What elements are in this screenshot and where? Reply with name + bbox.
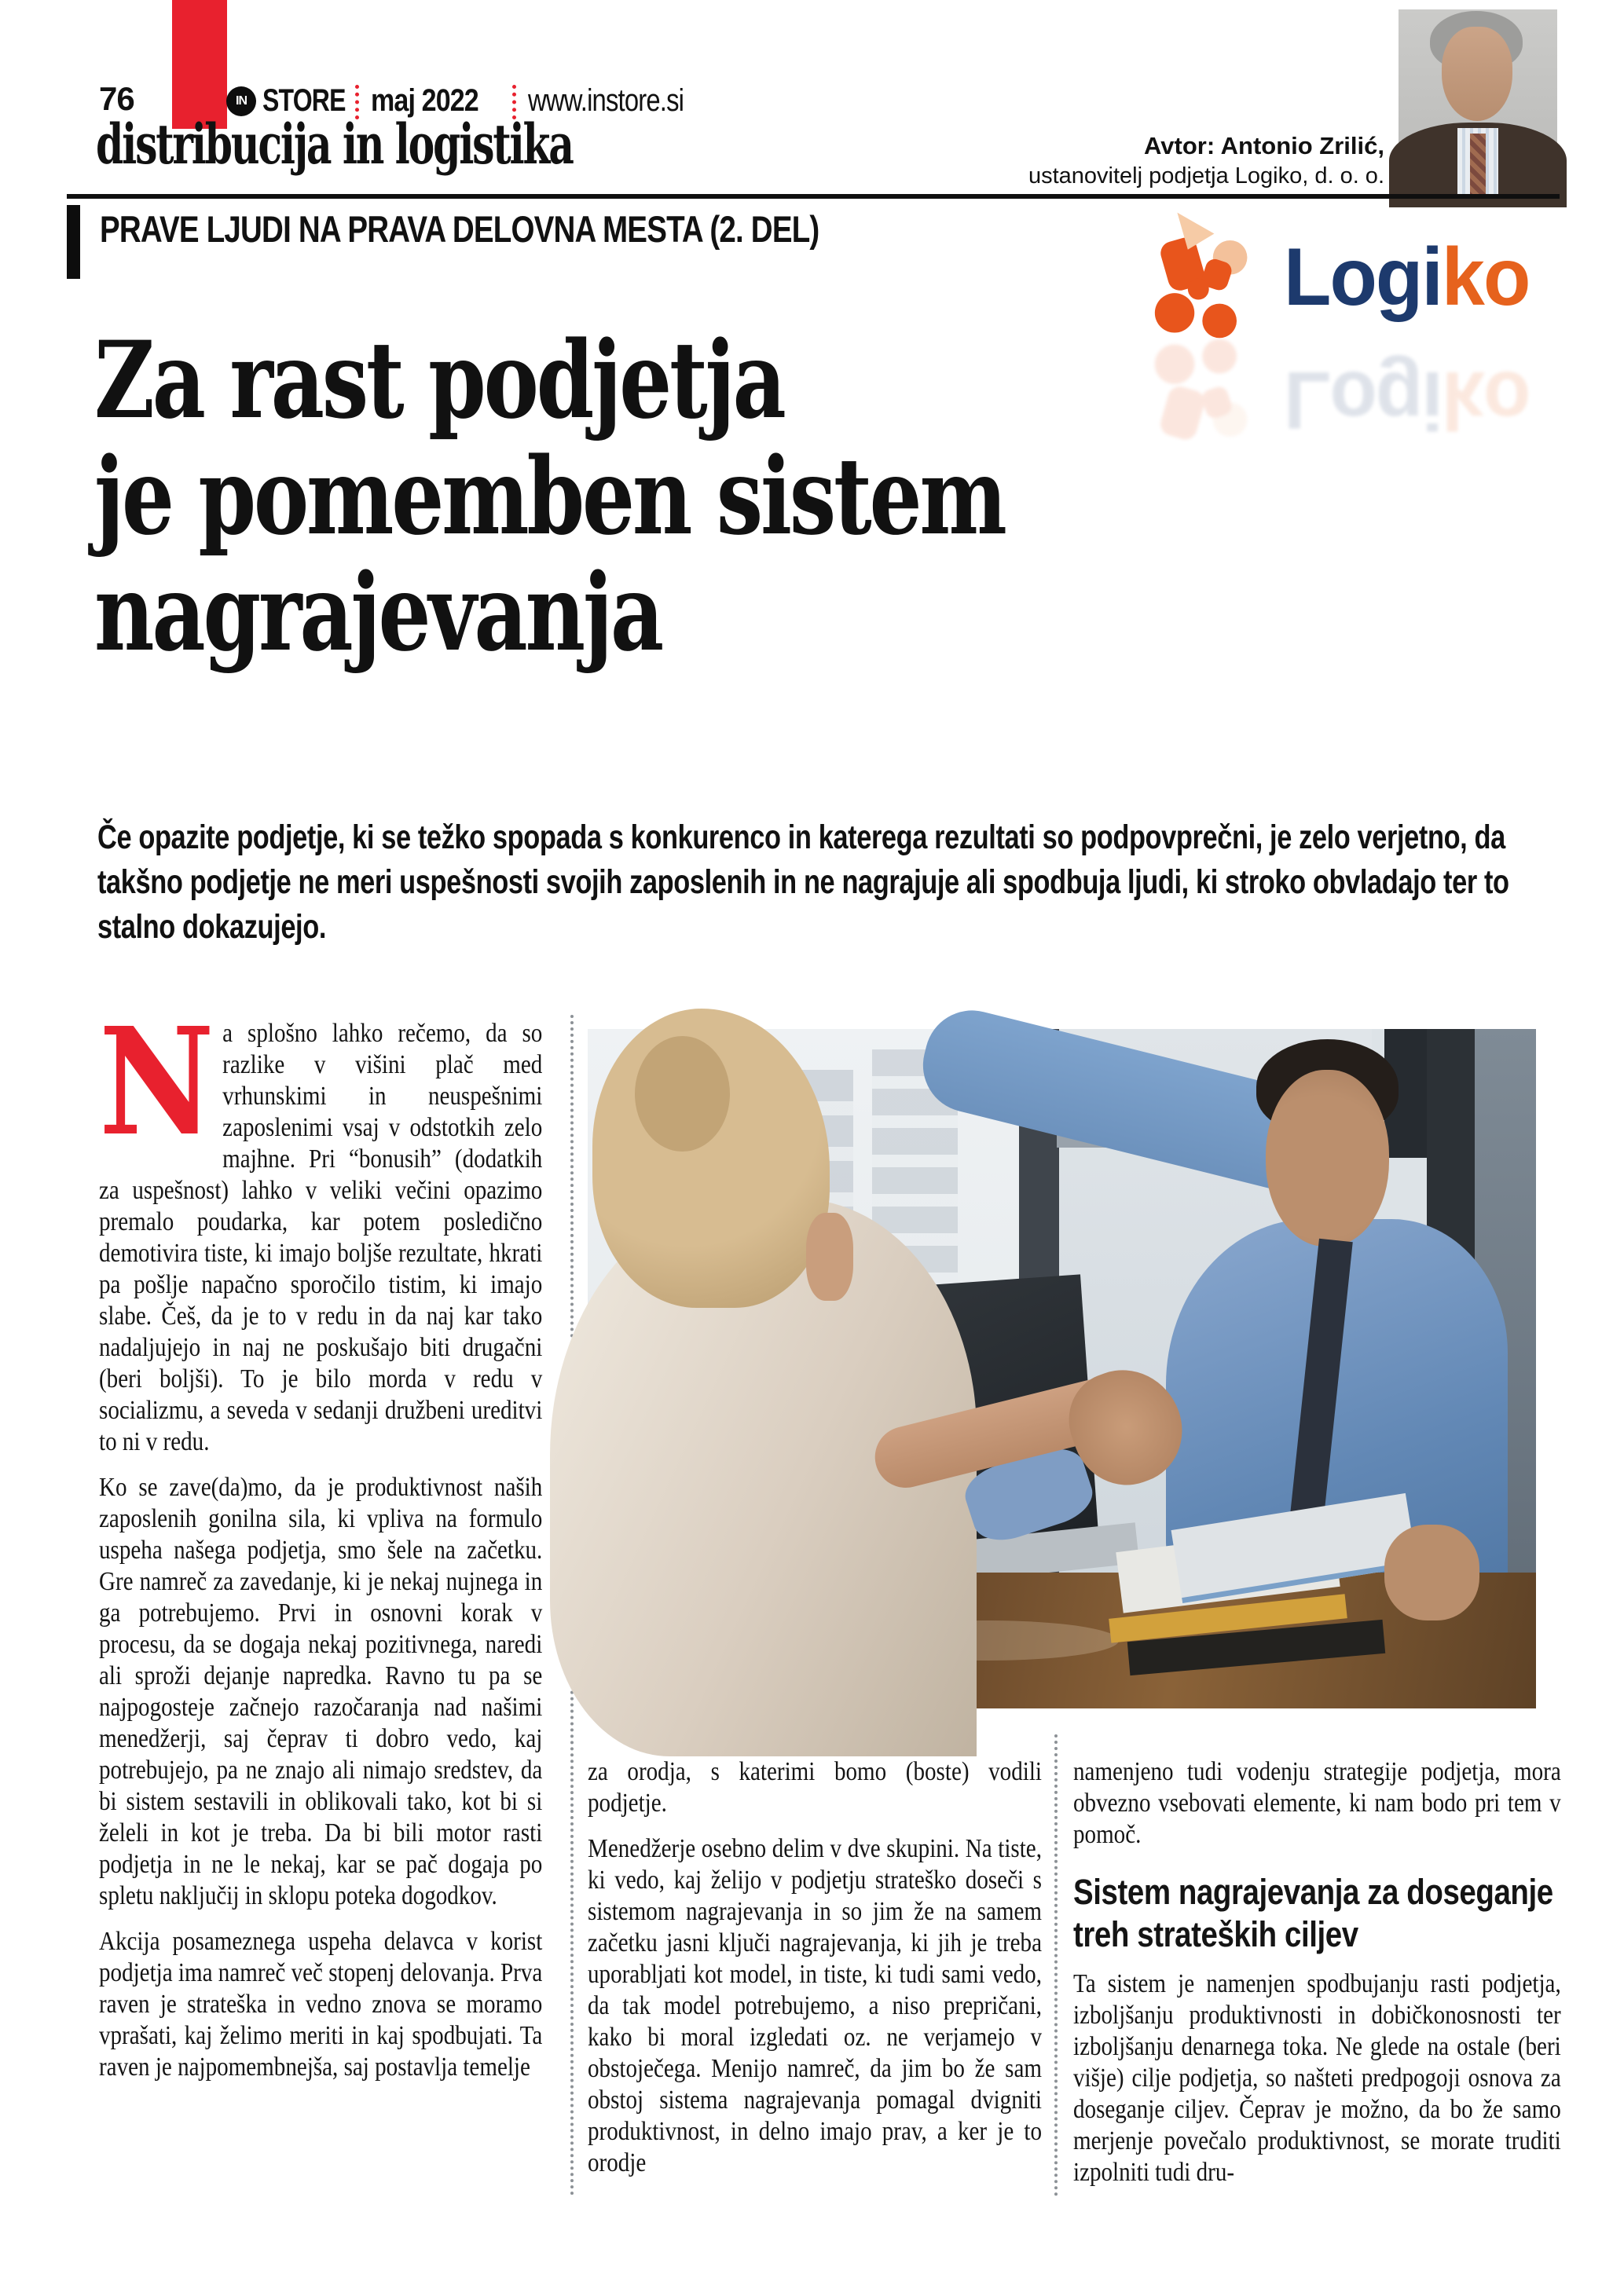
column-separator — [1054, 1734, 1058, 2196]
photo-woman-bun — [635, 1036, 730, 1152]
subheading: Sistem nagrajevanja za doseganje treh strateških ciljev — [1073, 1872, 1553, 1954]
header-rule — [67, 194, 1560, 199]
brand-name: STORE — [262, 83, 346, 118]
headline-line: Za rast podjetja — [94, 317, 784, 442]
paragraph: Akcija posameznega uspeha delavca v korist podjetja ima namreč več stopenj delovanja. Prva raven je strateška in vedno znova se moramo vprašati, kaj želimo meriti in kaj spodbujati. Ta raven je najpomembnejša, saj postavlja temelje — [99, 1927, 543, 2082]
website-url: www.instore.si — [528, 83, 684, 118]
paragraph — [99, 995, 543, 1458]
kicker-bar — [67, 205, 80, 279]
logiko-logo-reflection: Logiko — [1138, 325, 1578, 474]
paragraph: Ta sistem je namenjen spodbujanju rasti podjetja, izboljšanju produktivnosti in dobičkonosnosti ter izboljšanju denarnega toka. Ne glede na ostale (beri višje) cilje podjetja, so našteti predpogoji osnova za doseganje ciljev. Čeprav je možno, da bo že samo merjenje povečalo produktivnost, se morate truditi izpolniti tudi dru- — [1073, 1969, 1561, 2187]
article-photo-handshake — [588, 1029, 1536, 1708]
logiko-word-accent: ko — [1441, 231, 1530, 323]
logiko-wordmark — [1284, 231, 1529, 324]
paragraph: za orodja, s katerimi bomo (boste) vodili podjetje. — [588, 1757, 1042, 1818]
logiko-icon-reflection — [1138, 327, 1270, 473]
author-photo — [1399, 9, 1557, 198]
photo-man-hand — [1384, 1525, 1479, 1620]
issue-date: maj 2022 — [371, 83, 478, 118]
drop-cap: N — [99, 995, 214, 1169]
photo-man-face — [1266, 1070, 1389, 1247]
author-face-shape — [1442, 27, 1513, 121]
paragraph: namenjeno tudi vodenju strategije podjetja, mora obvezno vsebovati elemente, ki nam bodo pri tem v pomoč. — [1073, 1757, 1561, 1849]
page-number: 76 — [99, 80, 134, 117]
section-title: distribucija in logistika — [96, 112, 573, 177]
logiko-logo — [1138, 203, 1578, 446]
paragraph: Menedžerje osebno delim v dve skupini. Na tiste, ki vedo, kaj želijo v podjetju strateško doseči s sistemom nagrajevanja in so jim že na samem začetku jasni ključi nagrajevanja, ki jih je treba uporabljati kot model, in tiste, ki tudi sami vedo, da tak model potrebujemo, a niso prepričani, kako bi moral izgledati oz. ne verjamejo v obstoječega. Menijo namreč, da jim bo že sam obstoj sistema nagrajevanja pomagal dvigniti produktivnost, in delno imajo prav, a ker je to orodje — [588, 1834, 1042, 2177]
photo-woman-neck — [806, 1213, 853, 1301]
body-column-3 — [1073, 1756, 1561, 2207]
body-column-1 — [99, 995, 543, 2204]
instore-badge-icon: IN — [226, 86, 256, 116]
logiko-word-dark: Logi — [1284, 231, 1442, 323]
author-name: Avtor: Antonio Zrilić, — [1144, 132, 1384, 159]
headline-line: je pomemben sistem — [94, 434, 1005, 558]
article-headline — [94, 317, 1005, 675]
red-accent-bar — [172, 0, 227, 129]
article-intro: Če opazite podjetje, ki se težko spopada s konkurenco in katerega rezultati so podpovprečni, je zelo verjetno, da takšno podjetje ne meri uspešnosti svojih zaposlenih in ne nagrajuje ali spodbuja ljudi, ki stroko obvladajo ter to stalno dokazujejo. — [97, 818, 1509, 946]
paragraph: Ko se zave(da)mo, da je produktivnost naših zaposlenih gonilna sila, ki vpliva na formulo uspeha našega podjetja, smo šele na začetku. Gre namreč za zavedanje, ki je nekaj nujnega in ga potrebujemo. Prvi in osnovni korak v procesu, da se dogaja nekaj pozitivnega, naredi ali sproži dejanje napredka. Ravno tu pa se najpogosteje začnejo razočaranja nad našimi menedžerji, saj čeprav ti dobro vedo, kaj potrebujejo, pa ne znajo ali nimajo sredstev, da bi sistem sestavili in oblikovali tako, kot bi si želeli in kot je treba. Da bi bili motor rasti podjetja in ne le nekaj, kar se pač dogaja po spletu naključij in sklopu poteka dogodkov. — [99, 1473, 543, 1910]
kicker: PRAVE LJUDI NA PRAVA DELOVNA MESTA (2. DEL) — [100, 208, 819, 250]
paragraph-text: a splošno lahko rečemo, da so razlike v višini plač med vrhunskimi in neuspešnimi zaposlenimi vsaj v odstotkih zelo majhne. Pri “bonusih” (dodatkih za uspešnost) lahko v veliki večini opazimo premalo poudarka, kar potem posledično demotivira tiste, ki imajo boljše rezultate, hkrati pa pošlje napačno sporočilo tistim, ki imajo slabe. Češ, da je to v redu in da naj kar tako nadaljujejo in naj ne poskušajo biti drugačni (beri boljši). To je bilo morda v redu v socializmu, a seveda v sedanji družbeni ureditvi to ni v redu. — [99, 1019, 543, 1456]
body-column-2 — [588, 1756, 1042, 2207]
headline-line: nagrajevanja — [94, 550, 662, 675]
author-role: ustanovitelj podjetja Logiko, d. o. o. — [1028, 163, 1384, 189]
author-tie-shape — [1470, 134, 1486, 198]
